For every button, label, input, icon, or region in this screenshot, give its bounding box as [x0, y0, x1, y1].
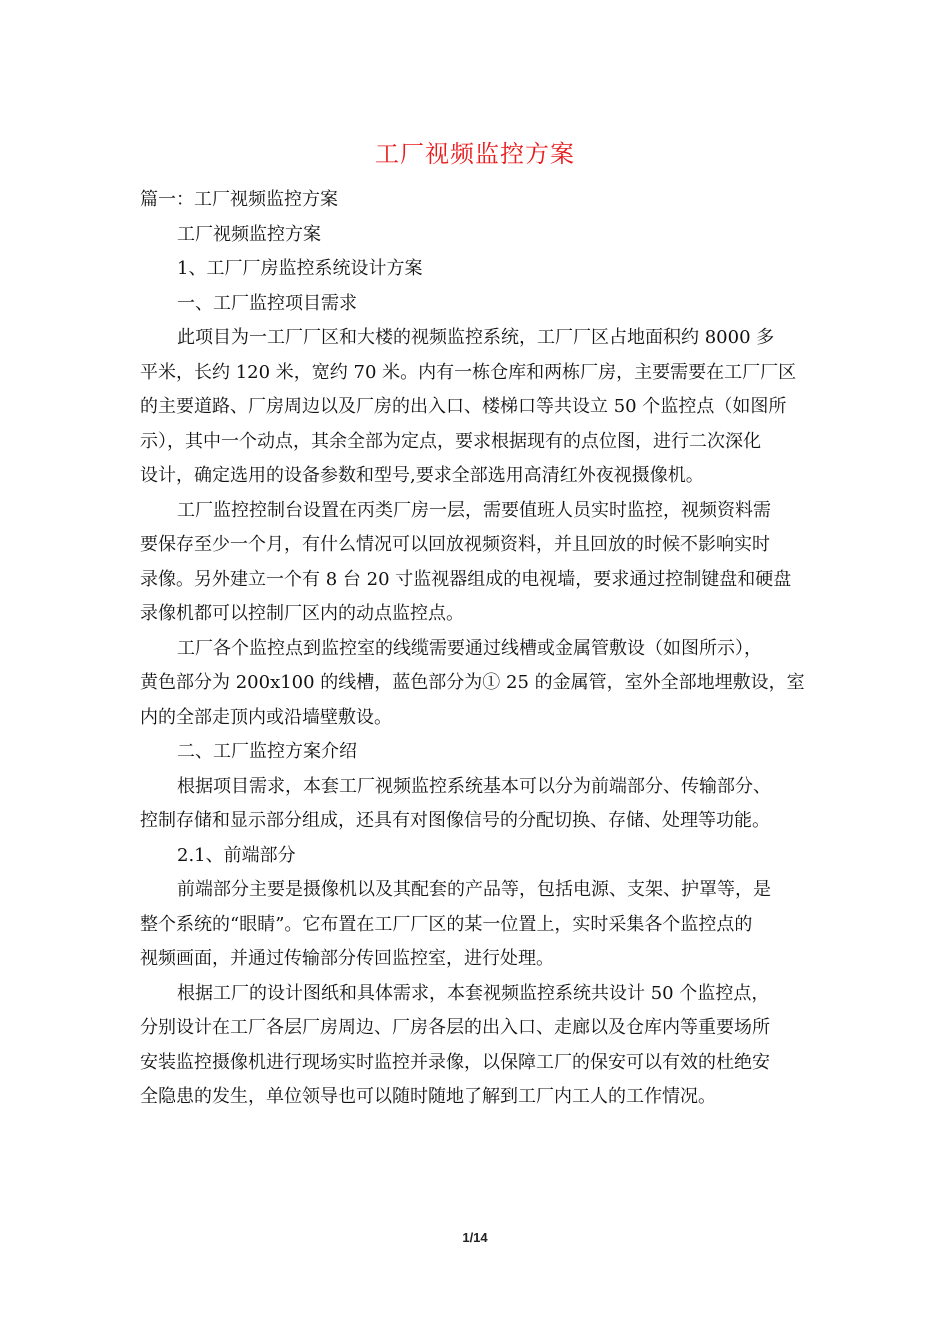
paragraph-line: 控制存储和显示部分组成，还具有对图像信号的分配切换、存储、处理等功能。 [140, 810, 770, 831]
document-body [140, 183, 820, 1115]
paragraph-line: 根据项目需求，本套工厂视频监控系统基本可以分为前端部分、传输部分、 [177, 775, 771, 797]
paragraph-line: 工厂监控控制台设置在丙类厂房一层，需要值班人员实时监控，视频资料需 [177, 499, 771, 521]
paragraph-line: 根据工厂的设计图纸和具体需求，本套视频监控系统共设计 50 个监控点， [177, 982, 770, 1004]
paragraph-line: 设计，确定选用的设备参数和型号,要求全部选用高清红外夜视摄像机。 [140, 465, 704, 486]
subtitle: 工厂视频监控方案 [177, 223, 321, 245]
document-title: 工厂视频监控方案 [375, 140, 575, 168]
paragraph-line: 平米，长约 120 米，宽约 70 米。内有一栋仓库和两栋厂房，主要需要在工厂厂区 [140, 361, 797, 383]
paragraph-line: 工厂各个监控点到监控室的线缆需要通过线槽或金属管敷设（如图所示）， [177, 637, 762, 659]
section-heading: 篇一：工厂视频监控方案 [140, 189, 338, 210]
paragraph-line: 整个系统的“眼睛”。它布置在工厂厂区的某一位置上，实时采集各个监控点的 [140, 913, 753, 935]
paragraph-line: 安装监控摄像机进行现场实时监控并录像，以保障工厂的保安可以有效的杜绝安 [140, 1051, 770, 1073]
section-heading: 1、工厂厂房监控系统设计方案 [177, 258, 423, 279]
page-number: 1/14 [462, 1230, 488, 1245]
paragraph-line: 的主要道路、厂房周边以及厂房的出入口、楼梯口等共设立 50 个监控点（如图所 [140, 396, 787, 417]
paragraph-line: 前端部分主要是摄像机以及其配套的产品等，包括电源、支架、护罩等，是 [177, 879, 771, 900]
section-heading: 一、工厂监控项目需求 [177, 292, 357, 314]
section-heading: 二、工厂监控方案介绍 [177, 741, 357, 762]
paragraph-line: 内的全部走顶内或沿墙壁敷设。 [140, 706, 392, 728]
paragraph-line: 要保存至少一个月，有什么情况可以回放视频资料，并且回放的时候不影响实时 [140, 534, 770, 555]
paragraph-line: 此项目为一工厂厂区和大楼的视频监控系统，工厂厂区占地面积约 8000 多 [177, 327, 775, 348]
paragraph-line: 录像。另外建立一个有 8 台 20 寸监视器组成的电视墙，要求通过控制键盘和硬盘 [140, 568, 792, 590]
paragraph-line: 视频画面，并通过传输部分传回监控室，进行处理。 [140, 948, 554, 969]
section-heading: 2.1、前端部分 [177, 844, 296, 866]
paragraph-line: 分别设计在工厂各层厂房周边、厂房各层的出入口、走廊以及仓库内等重要场所 [140, 1017, 770, 1038]
paragraph-line: 全隐患的发生，单位领导也可以随时随地了解到工厂内工人的工作情况。 [140, 1086, 716, 1107]
paragraph-line: 示），其中一个动点，其余全部为定点，要求根据现有的点位图，进行二次深化 [140, 430, 761, 452]
paragraph-line: 录像机都可以控制厂区内的动点监控点。 [140, 603, 464, 624]
paragraph-line: 黄色部分为 200x100 的线槽，蓝色部分为① 25 的金属管，室外全部地埋敷设，室 [140, 672, 805, 693]
